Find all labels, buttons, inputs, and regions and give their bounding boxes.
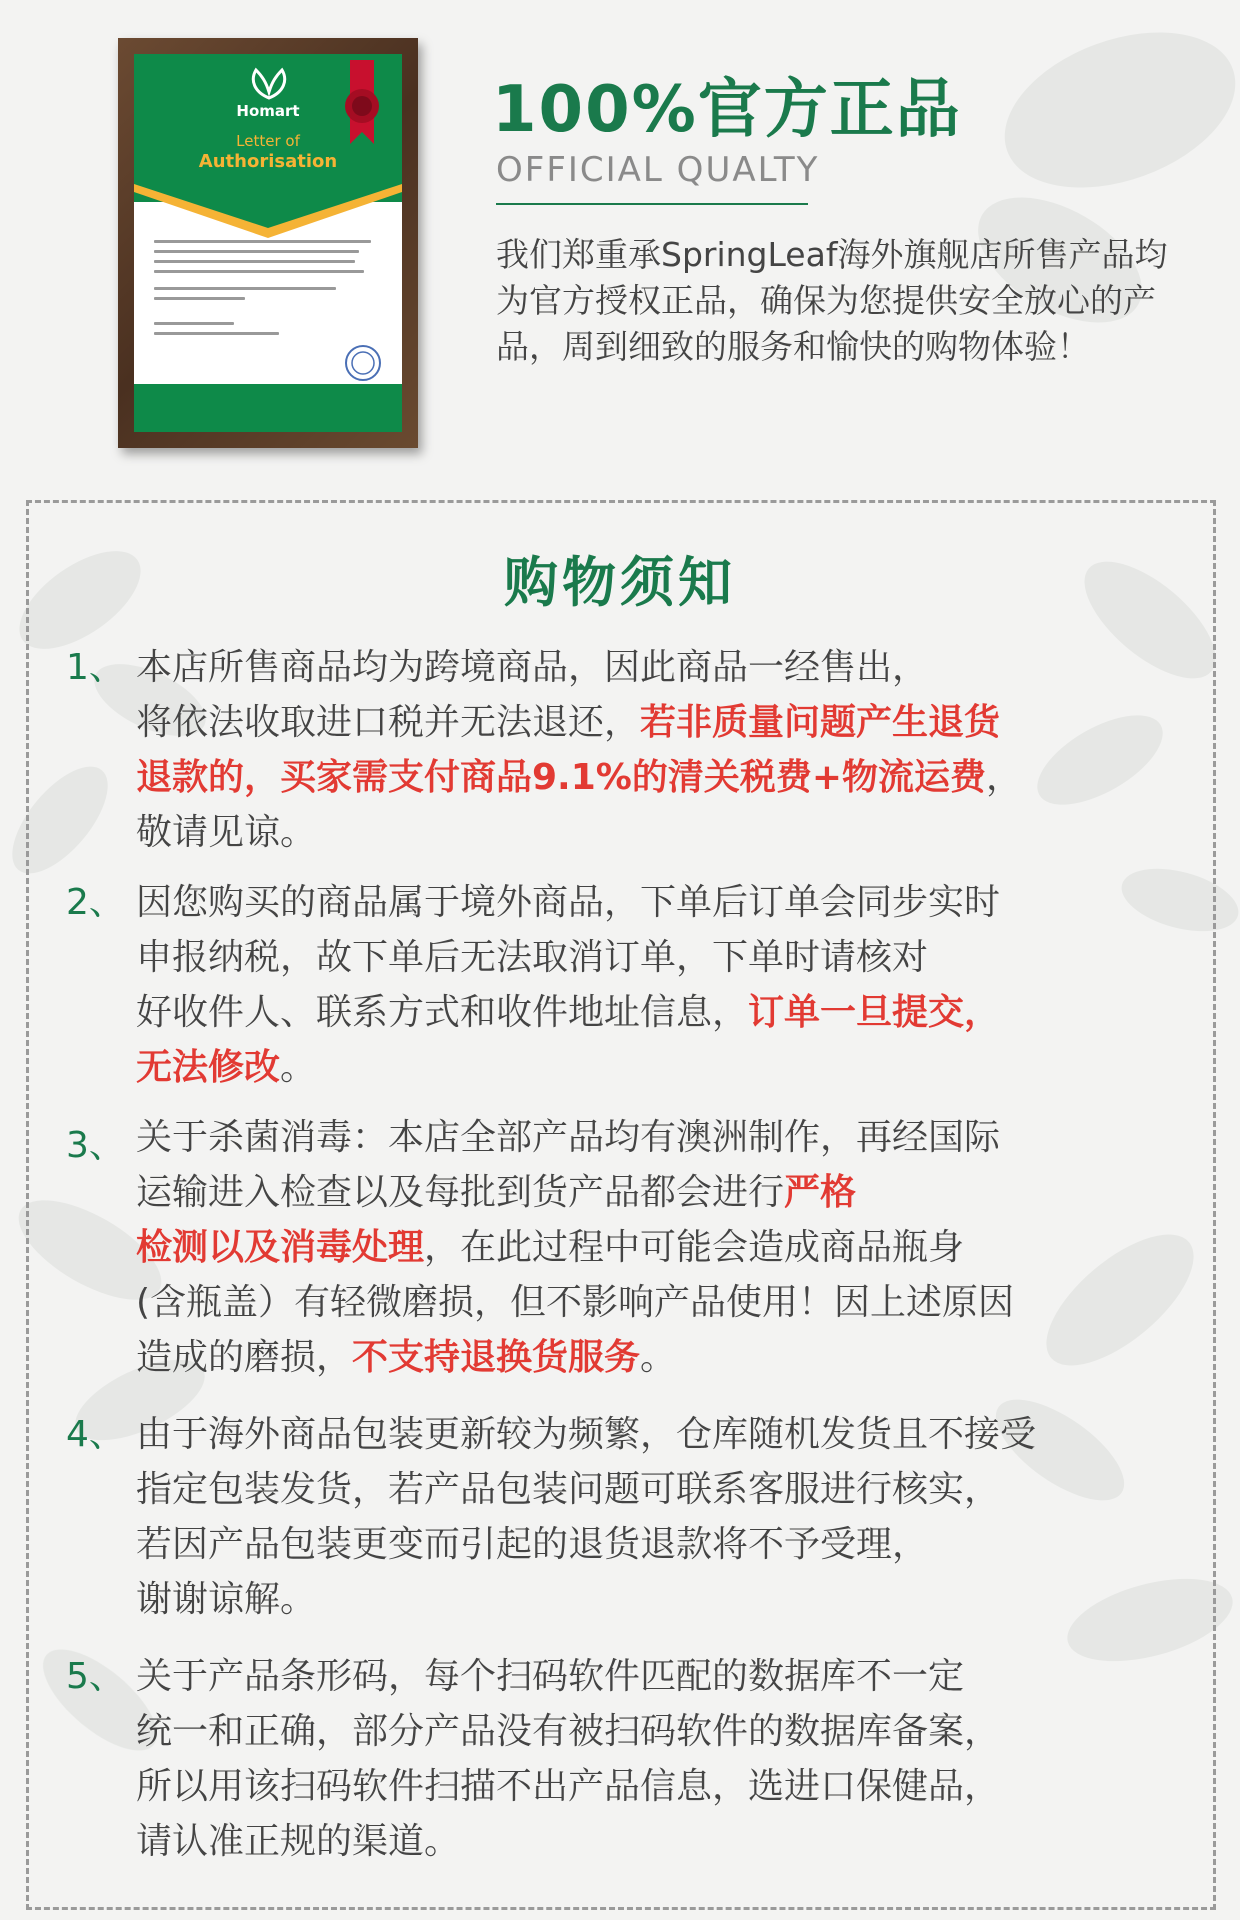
rule-text-line: 关于产品条形码，每个扫码软件匹配的数据库不一定 (136, 1656, 965, 1697)
rule-highlight: 检测以及消毒处理 (136, 1227, 425, 1268)
rule-highlight: 退款的，买家需支付商品9.1%的清关税费+物流运费 (136, 757, 987, 798)
rule-highlight: 不支持退换货服务 (352, 1337, 641, 1378)
certificate-title-line1: Letter of (236, 132, 300, 150)
rule-text-line: (含瓶盖）有轻微磨损，但不影响产品使用！因上述原因 (136, 1282, 1015, 1323)
rule-text-line: 申报纳税，故下单后无法取消订单，下单时请核对 (136, 937, 929, 978)
notice-rule-1 (66, 640, 1176, 860)
rule-text-line: 若因产品包装更变而引起的退货退款将不予受理， (136, 1524, 929, 1565)
certificate-footer-band (134, 384, 402, 432)
rule-text-line: 好收件人、联系方式和收件地址信息，订单一旦提交， (136, 992, 1001, 1033)
certificate-frame (118, 38, 418, 448)
subtitle-underline (496, 203, 808, 205)
rule-text-line: 无法修改。 (136, 1047, 317, 1088)
rule-text-line: 检测以及消毒处理，在此过程中可能会造成商品瓶身 (136, 1227, 965, 1268)
rule-text-line: 由于海外商品包装更新较为频繁，仓库随机发货且不接受 (136, 1414, 1037, 1455)
official-subtitle: OFFICIAL QUALTY (496, 150, 820, 190)
rule-text-line: 因您购买的商品属于境外商品，下单后订单会同步实时 (136, 882, 1001, 923)
rule-number: 5、 (66, 1656, 125, 1697)
rule-text-line: 本店所售商品均为跨境商品，因此商品一经售出， (136, 647, 929, 688)
rule-number: 1、 (66, 647, 125, 688)
rule-text-line: 运输进入检查以及每批到货产品都会进行严格 (136, 1172, 857, 1213)
homart-logo-icon (244, 62, 294, 102)
notice-rule-4 (66, 1407, 1176, 1627)
rule-number: 3、 (66, 1125, 125, 1166)
rule-highlight: 若非质量问题产生退货 (640, 702, 1001, 743)
rule-text-line: 造成的磨损，不支持退换货服务。 (136, 1337, 677, 1378)
rule-text-line: 退款的，买家需支付商品9.1%的清关税费+物流运费， (136, 757, 1023, 798)
rule-text-line: 将依法收取进口税并无法退还，若非质量问题产生退货 (136, 702, 1001, 743)
certificate-document (134, 54, 402, 432)
certificate-brand: Homart (236, 102, 300, 120)
rule-number: 2、 (66, 882, 125, 923)
rule-text-line: 关于杀菌消毒：本店全部产品均有澳洲制作，再经国际 (136, 1117, 1001, 1158)
certificate-stamp-icon (344, 344, 382, 382)
rule-highlight: 严格 (784, 1172, 857, 1213)
official-description: 我们郑重承SpringLeaf海外旗舰店所售产品均为官方授权正品，确保为您提供安全放心的产品，周到细致的服务和愉快的购物体验！ (496, 235, 1168, 366)
official-title: 100%官方正品 (492, 73, 962, 147)
rule-text-line: 敬请见谅。 (136, 812, 317, 853)
notice-rule-5 (66, 1649, 1176, 1869)
rule-text-line: 所以用该扫码软件扫描不出产品信息，选进口保健品， (136, 1766, 1001, 1807)
rule-highlight: 无法修改 (136, 1047, 281, 1088)
notice-rules-list (66, 640, 1176, 1869)
wax-seal-ribbon-icon (342, 60, 382, 144)
notice-title: 购物须知 (504, 551, 736, 614)
rule-text-line: 谢谢谅解。 (136, 1579, 317, 1620)
certificate-title-line2: Authorisation (198, 151, 338, 172)
notice-rule-3 (66, 1110, 1176, 1385)
rule-text-line: 统一和正确，部分产品没有被扫码软件的数据库备案， (136, 1711, 1001, 1752)
rule-number: 4、 (66, 1414, 125, 1455)
rule-text-line: 指定包装发货，若产品包装问题可联系客服进行核实， (136, 1469, 1001, 1510)
certificate-body-text (154, 240, 382, 342)
rule-text-line: 请认准正规的渠道。 (136, 1821, 461, 1862)
notice-rule-2 (66, 875, 1176, 1095)
rule-highlight: 订单一旦提交， (748, 992, 1001, 1033)
